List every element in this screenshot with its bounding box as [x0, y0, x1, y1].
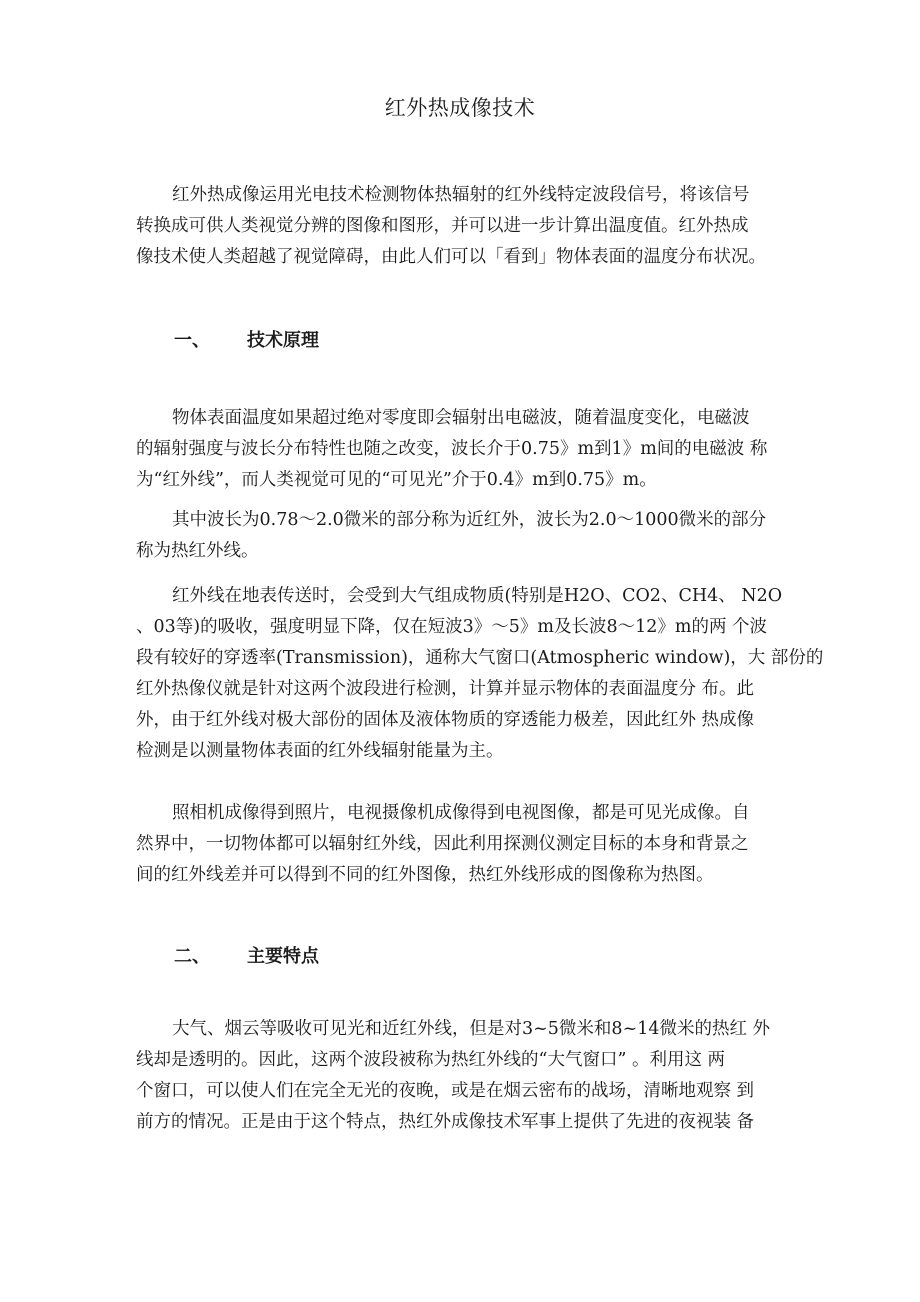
text-line: 检测是以测量物体表面的红外线辐射能量为主。 — [136, 741, 504, 761]
text-line: 然界中，一切物体都可以辐射红外线，因此利用探测仪测定目标的本身和背景之 — [136, 834, 749, 854]
text-line: 外，由于红外线对极大部份的固体及液体物质的穿透能力极差，因此红外 热成像 — [136, 710, 755, 730]
text-line: 大气、烟云等吸收可见光和近红外线，但是对3~5微米和8~14微米的热红 外 — [172, 1019, 771, 1039]
intro-paragraph — [136, 180, 788, 273]
section1-paragraph-2 — [136, 505, 788, 567]
document-title: 红外热成像技术 — [384, 96, 536, 120]
section-heading-2 — [174, 942, 319, 972]
text-line: 转换成可供人类视觉分辨的图像和图形，并可以进一步计算出温度值。红外热成 — [136, 216, 749, 236]
section1-paragraph-3 — [136, 581, 824, 767]
text-line: 称为热红外线。 — [136, 541, 259, 561]
section-title: 主要特点 — [247, 946, 319, 967]
text-line: 红外热像仪就是针对这两个波段进行检测，计算并显示物体的表面温度分 布。此 — [136, 679, 755, 699]
text-line: 为“红外线”，而人类视觉可见的“可见光”介于0.4》m到0.75》m。 — [136, 470, 657, 490]
text-line: 前方的情况。正是由于这个特点，热红外成像技术军事上提供了先进的夜视装 备 — [136, 1112, 755, 1132]
text-line: 红外线在地表传送时，会受到大气组成物质(特别是H2O、CO2、CH4、 N2O — [172, 586, 783, 606]
text-line: 物体表面温度如果超过绝对零度即会辐射出电磁波，随着温度变化，电磁波 — [172, 408, 750, 428]
text-line: 段有较好的穿透率(Transmission)，通称大气窗口(Atmospheric window)，大 部份的 — [136, 648, 824, 668]
text-line: 线却是透明的。因此，这两个波段被称为热红外线的“大气窗口” 。利用这 两 — [136, 1050, 726, 1070]
section-number: 二、 — [174, 946, 210, 967]
section-number: 一、 — [174, 330, 210, 351]
text-line: 、03等)的吸收，强度明显下降，仅在短波3》〜5》m及长波8〜12》m的两 个波 — [136, 617, 768, 637]
section2-paragraph-1 — [136, 1014, 788, 1138]
section1-paragraph-1 — [136, 403, 788, 496]
section1-paragraph-4 — [136, 798, 788, 891]
text-line: 间的红外线差并可以得到不同的红外图像，热红外线形成的图像称为热图。 — [136, 865, 714, 885]
text-line: 其中波长为0.78〜2.0微米的部分称为近红外，波长为2.0〜1000微米的部分 — [172, 510, 767, 530]
text-line: 像技术使人类超越了视觉障碍，由此人们可以「看到」物体表面的温度分布状况。 — [136, 247, 766, 267]
section-heading-1 — [174, 326, 319, 356]
text-line: 个窗口，可以使人们在完全无光的夜晚，或是在烟云密布的战场，清晰地观察 到 — [136, 1081, 755, 1101]
text-line: 的辐射强度与波长分布特性也随之改变，波长介于0.75》m到1》m间的电磁波 称 — [136, 439, 768, 459]
text-line: 照相机成像得到照片，电视摄像机成像得到电视图像，都是可见光成像。自 — [172, 803, 750, 823]
text-line: 红外热成像运用光电技术检测物体热辐射的红外线特定波段信号，将该信号 — [172, 185, 750, 205]
section-title: 技术原理 — [247, 330, 319, 351]
